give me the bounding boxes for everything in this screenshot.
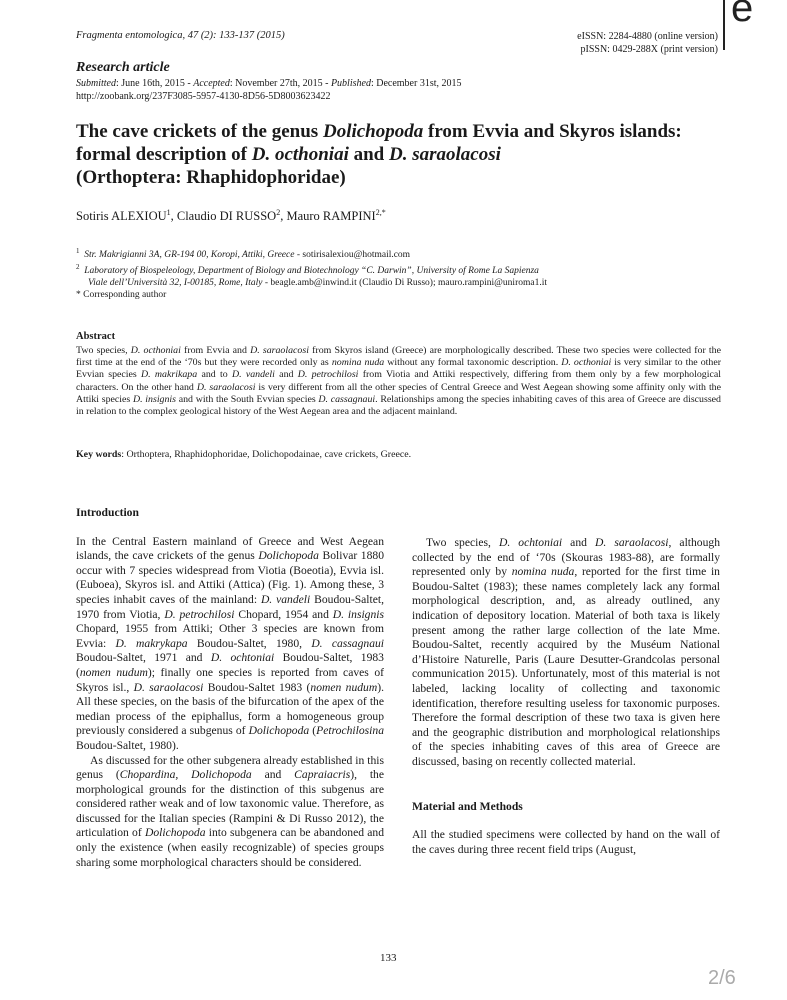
- submitted-label: Submitted: [76, 78, 116, 89]
- intro-paragraph-1: In the Central Eastern mainland of Greece and West Aegean islands, the cave crickets of the genus Dolichopoda Bolivar 1880 occur with 7 species widespread from Viotia (Boeotia), Evvia isl. (Euboea), Skyros isl. and Attiki (Attica) (Fig. 1). Among these, 3 species inhabit caves of the mainland: D. vandeli Boudou-Saltet, 1970 from Viotia, D. petrochilosi Chopard, 1954 and D. insignis Chopard, 1955 from Attiki; Other 3 species are known from Evvia: D. makrykapa Boudou-Saltet, 1980, D. cassagnaui Boudou-Saltet, 1971 and D. ochtoniai Boudou-Saltet, 1983 (nomen nudum); finally one species is reported from caves of Skyros isl., D. saraolacosi Boudou-Saltet 1983 (nomen nudum). All these species, on the basis of the bifurcation of the apex of the median process of the epiphallus, form a homogeneous group previously considered a subgenus of Dolichopoda (Petrochilosina Boudou-Saltet, 1980).: [76, 534, 385, 752]
- eissn: eISSN: 2284-4880 (online version): [577, 31, 718, 42]
- title-species-2: D. saraolacosi: [389, 144, 501, 165]
- intro-paragraph-2: As discussed for the other subgenera already established in this genus (Chopardina, Dolichopoda and Capraiacris), the morphological grounds for the distinction of this subgenus are considered rather weak and of low taxonomic value. Therefore, as discussed for the Italian species (Rampini & Di Russo 2012), the articulation of Dolichopoda into subgenera can be abandoned and only the existence (when easily recognizable) of species groups sharing some morphological characters should be considered.: [76, 753, 385, 869]
- page-indicator: 2/6: [708, 967, 736, 989]
- published-date: : December 31st, 2015: [370, 78, 462, 89]
- section-heading-introduction: Introduction: [76, 506, 139, 519]
- column-left: [76, 506, 384, 870]
- accepted-date: : November 27th, 2015 -: [229, 78, 331, 89]
- title-genus: Dolichopoda: [322, 121, 424, 142]
- zoobank-link[interactable]: http://zoobank.org/237F3085-5957-4130-8D56-5D8003623422: [76, 91, 331, 102]
- abstract-body: Two species, D. octhoniai from Evvia and D. saraolacosi from Skyros island (Greece) are morphologically described. These two species were collected for the first time at the end of the ‘70s but they were recorded only as nomina nuda without any formal taxonomic description. D. octhoniai is very similar to the other Evvian species D. makrikapa and to D. vandeli and D. petrochilosi from Viotia and Attiki respectively, differing from them only by a few morphological characters. On the other hand D. saraolacosi is very different from all the other species of Central Greece and West Aegean showing some affinity only with the Attiki species D. insignis and with the South Evvian species D. cassagnaui. Relationships among the species inhabiting caves of this area of Greece are discussed in relation to the complex geological history of the West Aegean area and the adjacent mainland.: [76, 345, 722, 418]
- article-type: Research article: [76, 60, 170, 75]
- affiliations: $^1$ Str. Makrigianni 3A, GR-194 00, Koropi, Attiki, Greece - sotirisalexiou@hotmail.com $^2$ Laboratory of Biospeleology, Department of Biology and Biotechnology “C. Darwin”, University of Rome La Sapienza Viale dell’Università 32, I-00185, Rome, Italy - beagle.amb@inwind.it (Claudio Di Russo); mauro.rampini@uniroma1.it * Corresponding author: [76, 245, 736, 301]
- methods-paragraph-1: All the studied specimens were collected by hand on the wall of the caves during three recent field trips (August,: [412, 828, 720, 856]
- journal-logo-bar: [723, 0, 725, 50]
- page-number: 133: [380, 952, 397, 964]
- column-right: [412, 503, 720, 857]
- keywords: Key words: Orthoptera, Rhaphidophoridae, Dolichopodainae, cave crickets, Greece.: [76, 449, 412, 460]
- journal-logo-icon: e: [731, 0, 754, 30]
- article-title: The cave crickets of the genus Dolichopoda from Evvia and Skyros islands: formal description of D. octhoniai and D. saraolacosi (Orthoptera: Rhaphidophoridae): [76, 121, 682, 188]
- title-species-1: D. octhoniai: [251, 144, 349, 165]
- issn-block: [470, 30, 718, 56]
- journal-citation: Fragmenta entomologica, 47 (2): 133-137 (2015): [76, 30, 285, 41]
- author-name: Sotiris ALEXIOU: [76, 209, 167, 224]
- pissn: pISSN: 0429-288X (print version): [580, 44, 718, 55]
- accepted-label: Accepted: [193, 78, 230, 89]
- article-dates: [76, 77, 462, 103]
- author-name: Mauro RAMPINI: [286, 209, 376, 224]
- submitted-date: : June 16th, 2015 -: [116, 78, 194, 89]
- abstract-heading: Abstract: [76, 331, 116, 342]
- corresponding-author: * Corresponding author: [76, 290, 167, 301]
- section-heading-methods: Material and Methods: [412, 799, 523, 813]
- intro-paragraph-3: Two species, D. ochtoniai and D. saraolacosi, although collected by the end of ‘70s (Skouras 1983-88), are formally represented only by nomina nuda, reported for the first time in Boudou-Saltet (1983); these names completely lack any formal morphological description, and, as already outlined, any indication of depository location. Material of both taxa is likely present among the rather large collection of the late Mme. Boudou-Saltet, recently acquired by the Muséum National d’Histoire Naturelle, Paris (Laure Desutter-Grandcolas personal communication 2015). Unfortunately, most of this material is not labeled, lacking locality of collecting and taxonomic identification, therefore resulting useless for taxonomic purposes. Therefore the formal description of these two taxa is given here and the geographic distribution and morphological relationships of the species inhabiting caves of this area of Greece are discussed, basing on recently collected material.: [412, 536, 720, 768]
- author-name: Claudio DI RUSSO: [176, 209, 277, 224]
- author-list: Sotiris ALEXIOU$^1$, Claudio DI RUSSO$^2$, Mauro $RAMPINI^{2,*}$: [76, 208, 386, 224]
- published-label: Published: [330, 78, 371, 89]
